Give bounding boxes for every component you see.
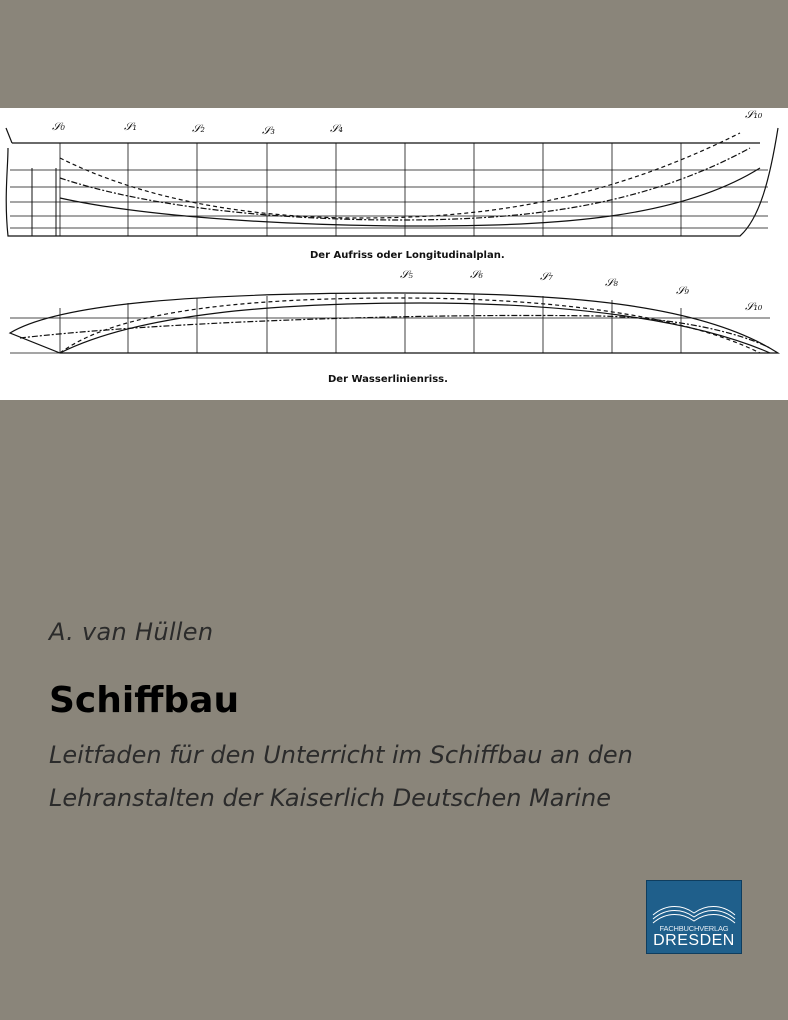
svg-text:𝒮₁: 𝒮₁ — [124, 120, 137, 133]
book-title: Schiffbau — [49, 680, 240, 721]
svg-text:𝒮₄: 𝒮₄ — [330, 122, 343, 135]
svg-text:𝒮₀: 𝒮₀ — [52, 120, 65, 133]
publisher-name-line1: FACHBUCHVERLAG — [659, 924, 729, 933]
ship-lines-plan-illustration — [0, 108, 788, 400]
svg-text:𝒮₁₀: 𝒮₁₀ — [745, 300, 763, 313]
svg-text:𝒮₇: 𝒮₇ — [540, 270, 553, 283]
subtitle-line-2: Lehranstalten der Kaiserlich Deutschen Marine — [49, 784, 612, 812]
svg-text:𝒮₆: 𝒮₆ — [470, 268, 483, 281]
svg-text:𝒮₃: 𝒮₃ — [262, 124, 275, 137]
longitudinal-plan-caption: Der Aufriss oder Longitudinalplan. — [310, 250, 505, 261]
book-author: A. van Hüllen — [49, 618, 214, 646]
book-subtitle — [49, 734, 749, 820]
svg-text:𝒮₂: 𝒮₂ — [192, 122, 205, 135]
subtitle-line-1: Leitfaden für den Unterricht im Schiffbau an den — [49, 741, 633, 769]
svg-text:𝒮₉: 𝒮₉ — [676, 284, 689, 297]
svg-text:𝒮₈: 𝒮₈ — [605, 276, 618, 289]
svg-text:𝒮₁₀: 𝒮₁₀ — [745, 108, 763, 121]
waterline-plan-caption: Der Wasserlinienriss. — [328, 374, 448, 385]
publisher-name-line2: DRESDEN — [653, 932, 735, 949]
publisher-logo — [646, 880, 742, 954]
svg-text:𝒮₅: 𝒮₅ — [400, 268, 413, 281]
